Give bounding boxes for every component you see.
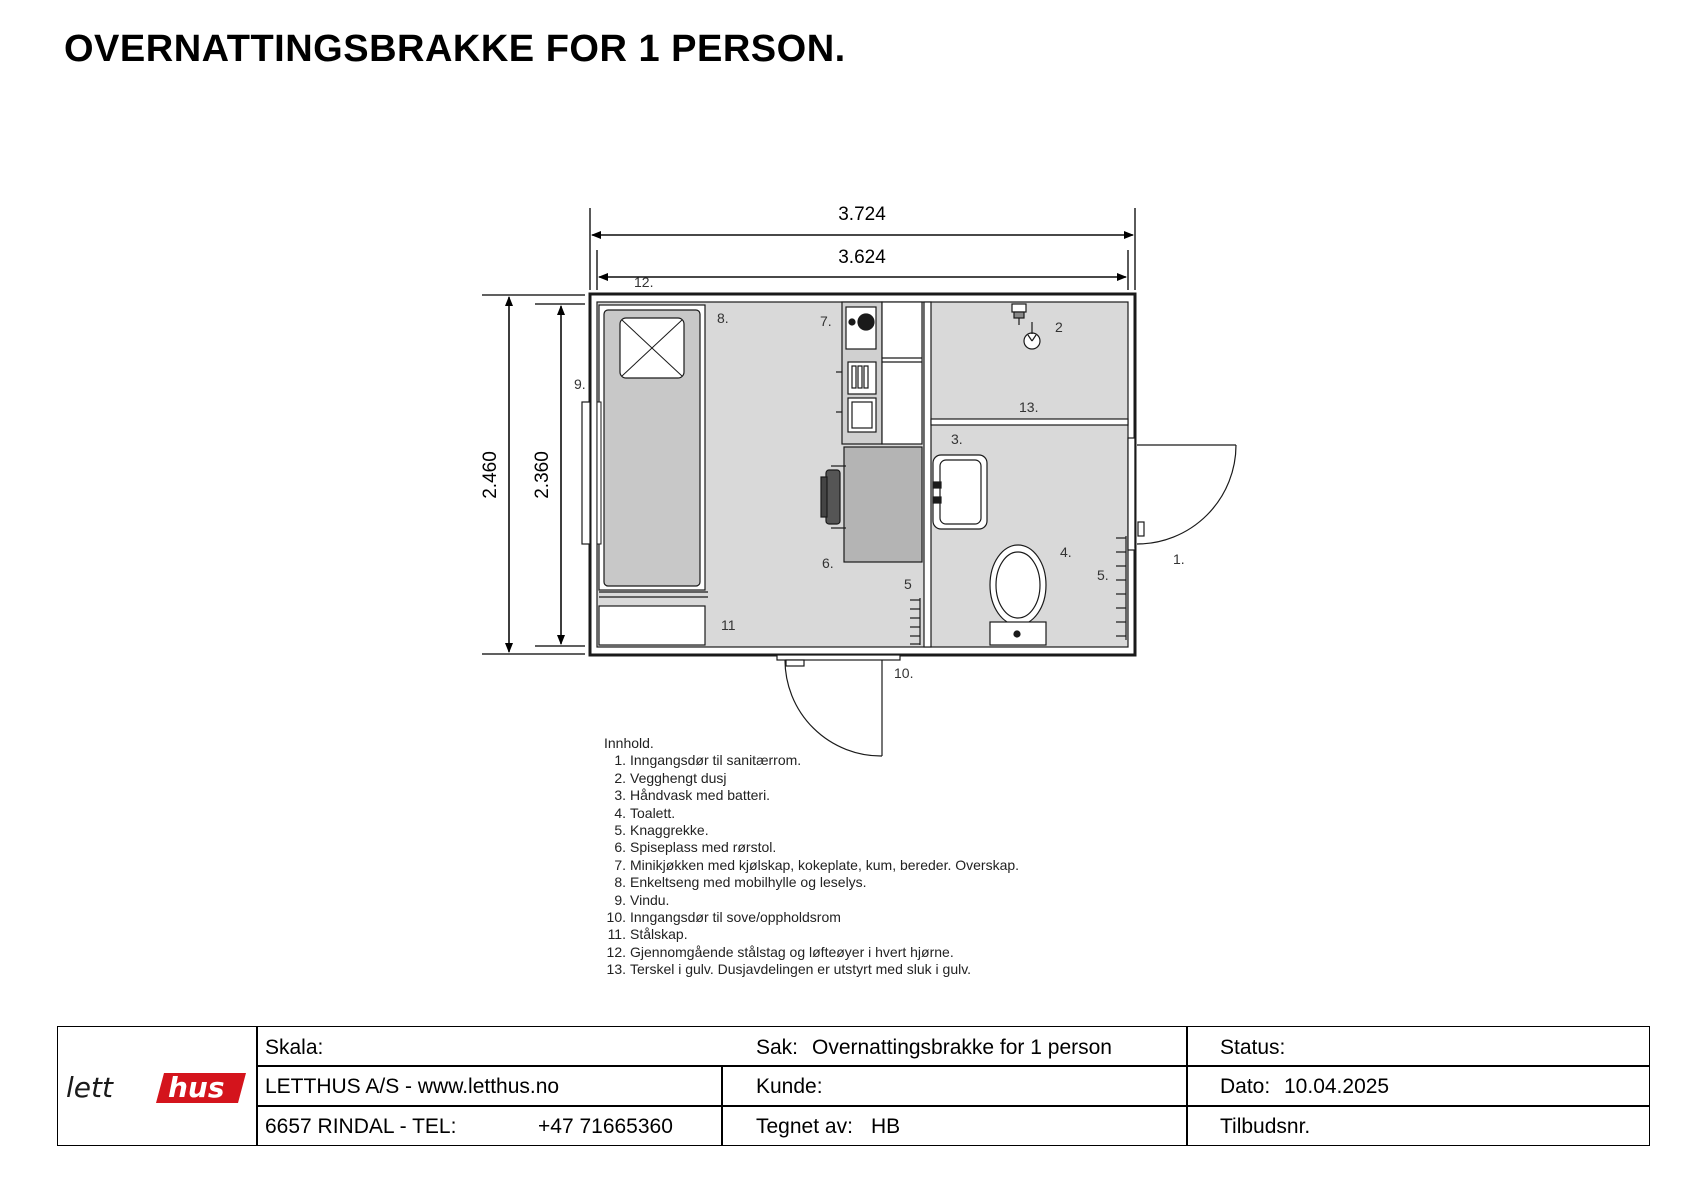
legend-item: [604, 752, 1019, 769]
divider: [256, 1065, 1649, 1067]
page-title: OVERNATTINGSBRAKKE FOR 1 PERSON.: [64, 28, 846, 70]
callout-9: 9.: [574, 376, 586, 392]
legend-item-text: Vindu.: [630, 891, 670, 908]
door-sanitary-room: [1128, 438, 1236, 550]
legend-item: [604, 787, 1019, 804]
legend-item: [604, 822, 1019, 839]
inner-width-label: 3.624: [838, 247, 886, 268]
callout-4: 4.: [1060, 544, 1072, 560]
legend-item-text: Minikjøkken med kjølskap, kokeplate, kum, bereder. Overskap.: [630, 856, 1020, 873]
company-name: LETTHUS A/S - www.letthus.no: [265, 1075, 560, 1098]
washbasin: [933, 455, 987, 529]
legend: [604, 735, 1019, 979]
logo-text-dark: lett: [66, 1071, 113, 1104]
partition-wall-vertical: [924, 302, 931, 647]
legend-item-text: Toalett.: [630, 804, 676, 821]
legend-item: [604, 892, 1019, 909]
legend-item-number: 7.: [614, 856, 626, 873]
mini-kitchen: [836, 302, 922, 444]
legend-item-text: Stålskap.: [630, 926, 688, 943]
legend-list: [604, 752, 1019, 978]
company-phone: +47 71665360: [538, 1115, 673, 1138]
legend-item-number: 13.: [606, 961, 626, 978]
callout-6: 6.: [822, 555, 834, 571]
title-block: [57, 1026, 1650, 1146]
callout-7: 7.: [820, 313, 832, 329]
legend-item-number: 1.: [614, 752, 626, 769]
legend-item-number: 6.: [614, 839, 626, 856]
company-address: 6657 RINDAL - TEL:: [265, 1115, 457, 1138]
callout-1: 1.: [1173, 551, 1185, 567]
callout-2: 2: [1055, 319, 1063, 335]
legend-item-number: 2.: [614, 769, 626, 786]
callout-5b: 5.: [1097, 567, 1109, 583]
callout-3: 3.: [951, 431, 963, 447]
sak-label: Sak:: [756, 1036, 799, 1059]
legend-item: [604, 909, 1019, 926]
callout-11: 11: [721, 617, 736, 633]
legend-item: [604, 839, 1019, 856]
callout-13: 13.: [1019, 399, 1039, 415]
legend-heading: Innhold.: [604, 735, 654, 751]
legend-item: [604, 805, 1019, 822]
legend-item-number: 11.: [607, 926, 626, 943]
inner-depth-label: 2.360: [532, 451, 553, 499]
legend-item-text: Enkeltseng med mobilhylle og leselys.: [630, 874, 867, 891]
legend-item-number: 12.: [606, 943, 626, 960]
tilbud-label: Tilbudsnr.: [1220, 1115, 1311, 1138]
legend-item: [604, 857, 1019, 874]
legend-item: [604, 944, 1019, 961]
callout-12: 12.: [634, 274, 654, 290]
dato-value: 10.04.2025: [1284, 1075, 1390, 1098]
toilet: [990, 545, 1046, 645]
dato-label: Dato:: [1220, 1075, 1271, 1098]
legend-item-text: Inngangsdør til sanitærrom.: [630, 752, 802, 769]
legend-item-text: Håndvask med batteri.: [630, 787, 771, 804]
skala-label: Skala:: [265, 1036, 324, 1059]
legend-item-text: Terskel i gulv. Dusjavdelingen er utstyrt med sluk i gulv.: [630, 961, 972, 978]
legend-item-text: Inngangsdør til sove/oppholdsrom: [630, 909, 841, 926]
legend-item: [604, 961, 1019, 978]
legend-item-text: Vegghengt dusj: [630, 769, 727, 786]
callout-5a: 5: [904, 576, 912, 592]
logo-text-red: hus: [168, 1071, 225, 1104]
legend-item-text: Gjennomgående stålstag og løfteøyer i hvert hjørne.: [630, 943, 954, 960]
legend-item-number: 3.: [614, 787, 626, 804]
kunde-label: Kunde:: [756, 1075, 823, 1098]
legend-item-number: 8.: [614, 874, 626, 891]
partition-wall-shower: [931, 419, 1128, 425]
bed: [599, 305, 705, 590]
legend-item: [604, 770, 1019, 787]
divider: [256, 1027, 258, 1145]
legend-item-number: 5.: [614, 822, 626, 839]
legend-item-number: 9.: [614, 891, 626, 908]
status-label: Status:: [1220, 1036, 1286, 1059]
legend-item-number: 4.: [614, 804, 626, 821]
tegnet-value: HB: [871, 1115, 901, 1138]
steel-cabinet: [599, 606, 705, 645]
outer-width-label: 3.724: [838, 204, 886, 225]
legend-item: [604, 874, 1019, 891]
outer-depth-label: 2.460: [480, 451, 501, 499]
legend-item-text: Knaggrekke.: [630, 822, 709, 839]
sak-value: Overnattingsbrakke for 1 person: [812, 1036, 1112, 1059]
divider: [1186, 1027, 1188, 1145]
legend-item-text: Spiseplass med rørstol.: [630, 839, 777, 856]
callout-10: 10.: [894, 665, 914, 681]
letthus-logo: [66, 1071, 246, 1105]
tegnet-label: Tegnet av:: [756, 1115, 853, 1138]
legend-item: [604, 926, 1019, 943]
legend-item-number: 10.: [606, 909, 626, 926]
callout-8: 8.: [717, 310, 729, 326]
divider: [256, 1105, 1649, 1107]
